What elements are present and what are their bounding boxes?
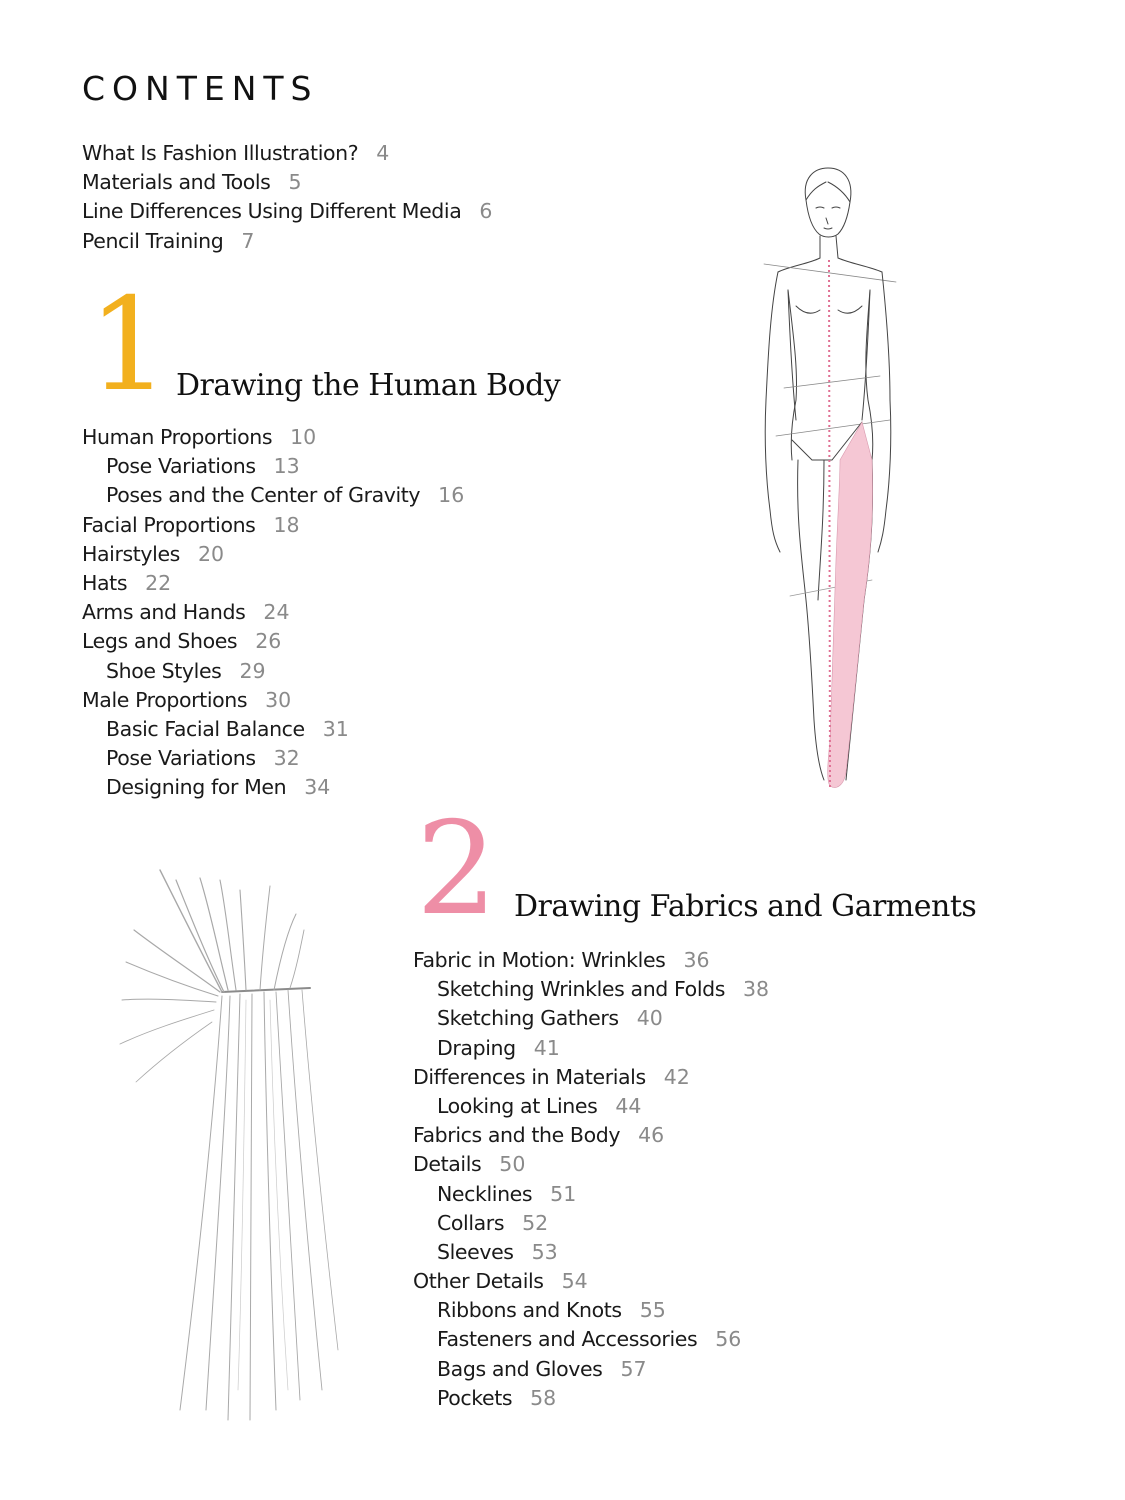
chapter-1-toc-list [82, 423, 464, 802]
toc-entry [413, 1267, 769, 1296]
toc-entry-page-number: 34 [304, 775, 331, 800]
toc-entry [82, 715, 464, 744]
toc-entry-label: Materials and Tools [82, 170, 271, 195]
toc-entry-page-number: 51 [550, 1181, 577, 1206]
toc-entry [413, 975, 769, 1004]
toc-entry-label: Shoe Styles [106, 658, 222, 683]
toc-entry-label: Details [413, 1152, 482, 1177]
toc-entry [82, 423, 464, 452]
toc-entry-page-number: 42 [663, 1064, 690, 1089]
toc-entry [413, 1034, 769, 1063]
toc-entry-label: Basic Facial Balance [106, 716, 305, 741]
toc-entry [82, 197, 492, 226]
toc-entry-page-number: 13 [273, 454, 300, 479]
intro-toc-list [82, 139, 492, 256]
toc-entry-label: Pencil Training [82, 228, 224, 253]
toc-entry-page-number: 26 [255, 629, 282, 654]
toc-entry [413, 946, 769, 975]
toc-entry [82, 511, 464, 540]
toc-entry-label: Arms and Hands [82, 600, 246, 625]
toc-entry-page-number: 53 [531, 1239, 558, 1264]
toc-entry [82, 744, 464, 773]
toc-entry-label: Hats [82, 570, 128, 595]
toc-entry-label: Collars [437, 1210, 505, 1235]
toc-entry-page-number: 38 [743, 977, 770, 1002]
chapter-1-number: 1 [88, 271, 170, 420]
toc-entry-label: Sketching Wrinkles and Folds [437, 977, 726, 1002]
toc-entry [82, 481, 464, 510]
toc-entry-label: Human Proportions [82, 425, 273, 449]
chapter-2-toc-list [413, 946, 769, 1413]
toc-entry [413, 1384, 769, 1413]
chapter-2-title: Drawing Fabrics and Garments [514, 889, 977, 924]
toc-entry-label: Fasteners and Accessories [437, 1327, 698, 1352]
toc-entry-label: Other Details [413, 1269, 544, 1294]
toc-entry [413, 1238, 769, 1267]
toc-entry [413, 1296, 769, 1325]
toc-entry [82, 657, 464, 686]
toc-entry-page-number: 4 [376, 141, 390, 165]
toc-entry [413, 1063, 769, 1092]
toc-entry-label: Differences in Materials [413, 1064, 646, 1089]
toc-entry-label: Male Proportions [82, 687, 248, 712]
toc-entry-label: Sleeves [437, 1239, 514, 1264]
toc-entry-page-number: 54 [561, 1269, 588, 1294]
toc-entry [413, 1325, 769, 1354]
toc-entry-page-number: 36 [683, 948, 710, 972]
toc-entry [82, 168, 492, 197]
toc-entry [82, 139, 492, 168]
toc-entry-page-number: 46 [638, 1123, 665, 1148]
toc-entry-page-number: 55 [639, 1298, 666, 1323]
toc-entry [413, 1209, 769, 1238]
toc-entry-page-number: 31 [322, 716, 349, 741]
toc-entry [82, 686, 464, 715]
toc-entry-label: Line Differences Using Different Media [82, 199, 462, 224]
toc-entry-page-number: 30 [265, 687, 292, 712]
toc-entry [82, 227, 492, 256]
toc-entry-page-number: 10 [290, 425, 317, 449]
toc-entry-label: Poses and the Center of Gravity [106, 483, 421, 508]
toc-entry [413, 1355, 769, 1384]
toc-entry-page-number: 56 [715, 1327, 742, 1352]
toc-entry-page-number: 24 [263, 600, 290, 625]
toc-entry [82, 569, 464, 598]
toc-entry-page-number: 6 [479, 199, 493, 224]
toc-entry-page-number: 5 [288, 170, 302, 195]
toc-entry [82, 452, 464, 481]
toc-entry-page-number: 22 [145, 570, 172, 595]
toc-entry-label: Pose Variations [106, 454, 256, 479]
fashion-figure-illustration [740, 160, 920, 800]
toc-entry-page-number: 18 [273, 512, 300, 537]
toc-entry-page-number: 58 [530, 1385, 557, 1410]
toc-entry [82, 598, 464, 627]
toc-entry [82, 627, 464, 656]
toc-entry-page-number: 40 [636, 1006, 663, 1031]
toc-entry-label: Hairstyles [82, 541, 180, 566]
toc-entry-page-number: 20 [197, 541, 225, 566]
toc-entry-label: Ribbons and Knots [437, 1298, 622, 1323]
toc-entry-page-number: 52 [522, 1210, 549, 1235]
fabric-gathers-illustration [110, 850, 350, 1430]
toc-entry-label: Designing for Men [106, 775, 287, 800]
toc-entry-label: Fabric in Motion: Wrinkles [413, 948, 666, 972]
toc-entry-page-number: 44 [615, 1093, 642, 1118]
toc-entry-page-number: 41 [533, 1035, 560, 1060]
toc-entry-page-number: 32 [273, 746, 300, 771]
toc-entry-page-number: 57 [620, 1356, 647, 1381]
toc-entry [413, 1004, 769, 1033]
toc-entry [413, 1121, 769, 1150]
toc-entry-label: Legs and Shoes [82, 629, 238, 654]
toc-entry-page-number: 16 [438, 483, 465, 508]
toc-entry-label: Fabrics and the Body [413, 1123, 621, 1148]
toc-entry [82, 773, 464, 802]
toc-entry-label: Facial Proportions [82, 512, 256, 537]
toc-entry-label: Draping [437, 1035, 516, 1060]
toc-entry [82, 540, 464, 569]
toc-entry-label: Necklines [437, 1181, 533, 1206]
toc-entry-label: Pose Variations [106, 746, 256, 771]
toc-entry-page-number: 7 [241, 228, 255, 253]
toc-entry-label: Sketching Gathers [437, 1006, 619, 1031]
toc-entry [413, 1180, 769, 1209]
toc-entry-page-number: 29 [239, 658, 266, 683]
toc-entry-label: What Is Fashion Illustration? [82, 141, 359, 165]
toc-entry [413, 1092, 769, 1121]
chapter-1-title: Drawing the Human Body [176, 368, 561, 403]
toc-entry [413, 1150, 769, 1179]
toc-entry-label: Looking at Lines [437, 1093, 598, 1118]
toc-entry-label: Pockets [437, 1385, 513, 1410]
chapter-2-number: 2 [416, 795, 498, 944]
toc-entry-label: Bags and Gloves [437, 1356, 603, 1381]
page-title: CONTENTS [82, 69, 319, 108]
toc-entry-page-number: 50 [499, 1152, 526, 1177]
